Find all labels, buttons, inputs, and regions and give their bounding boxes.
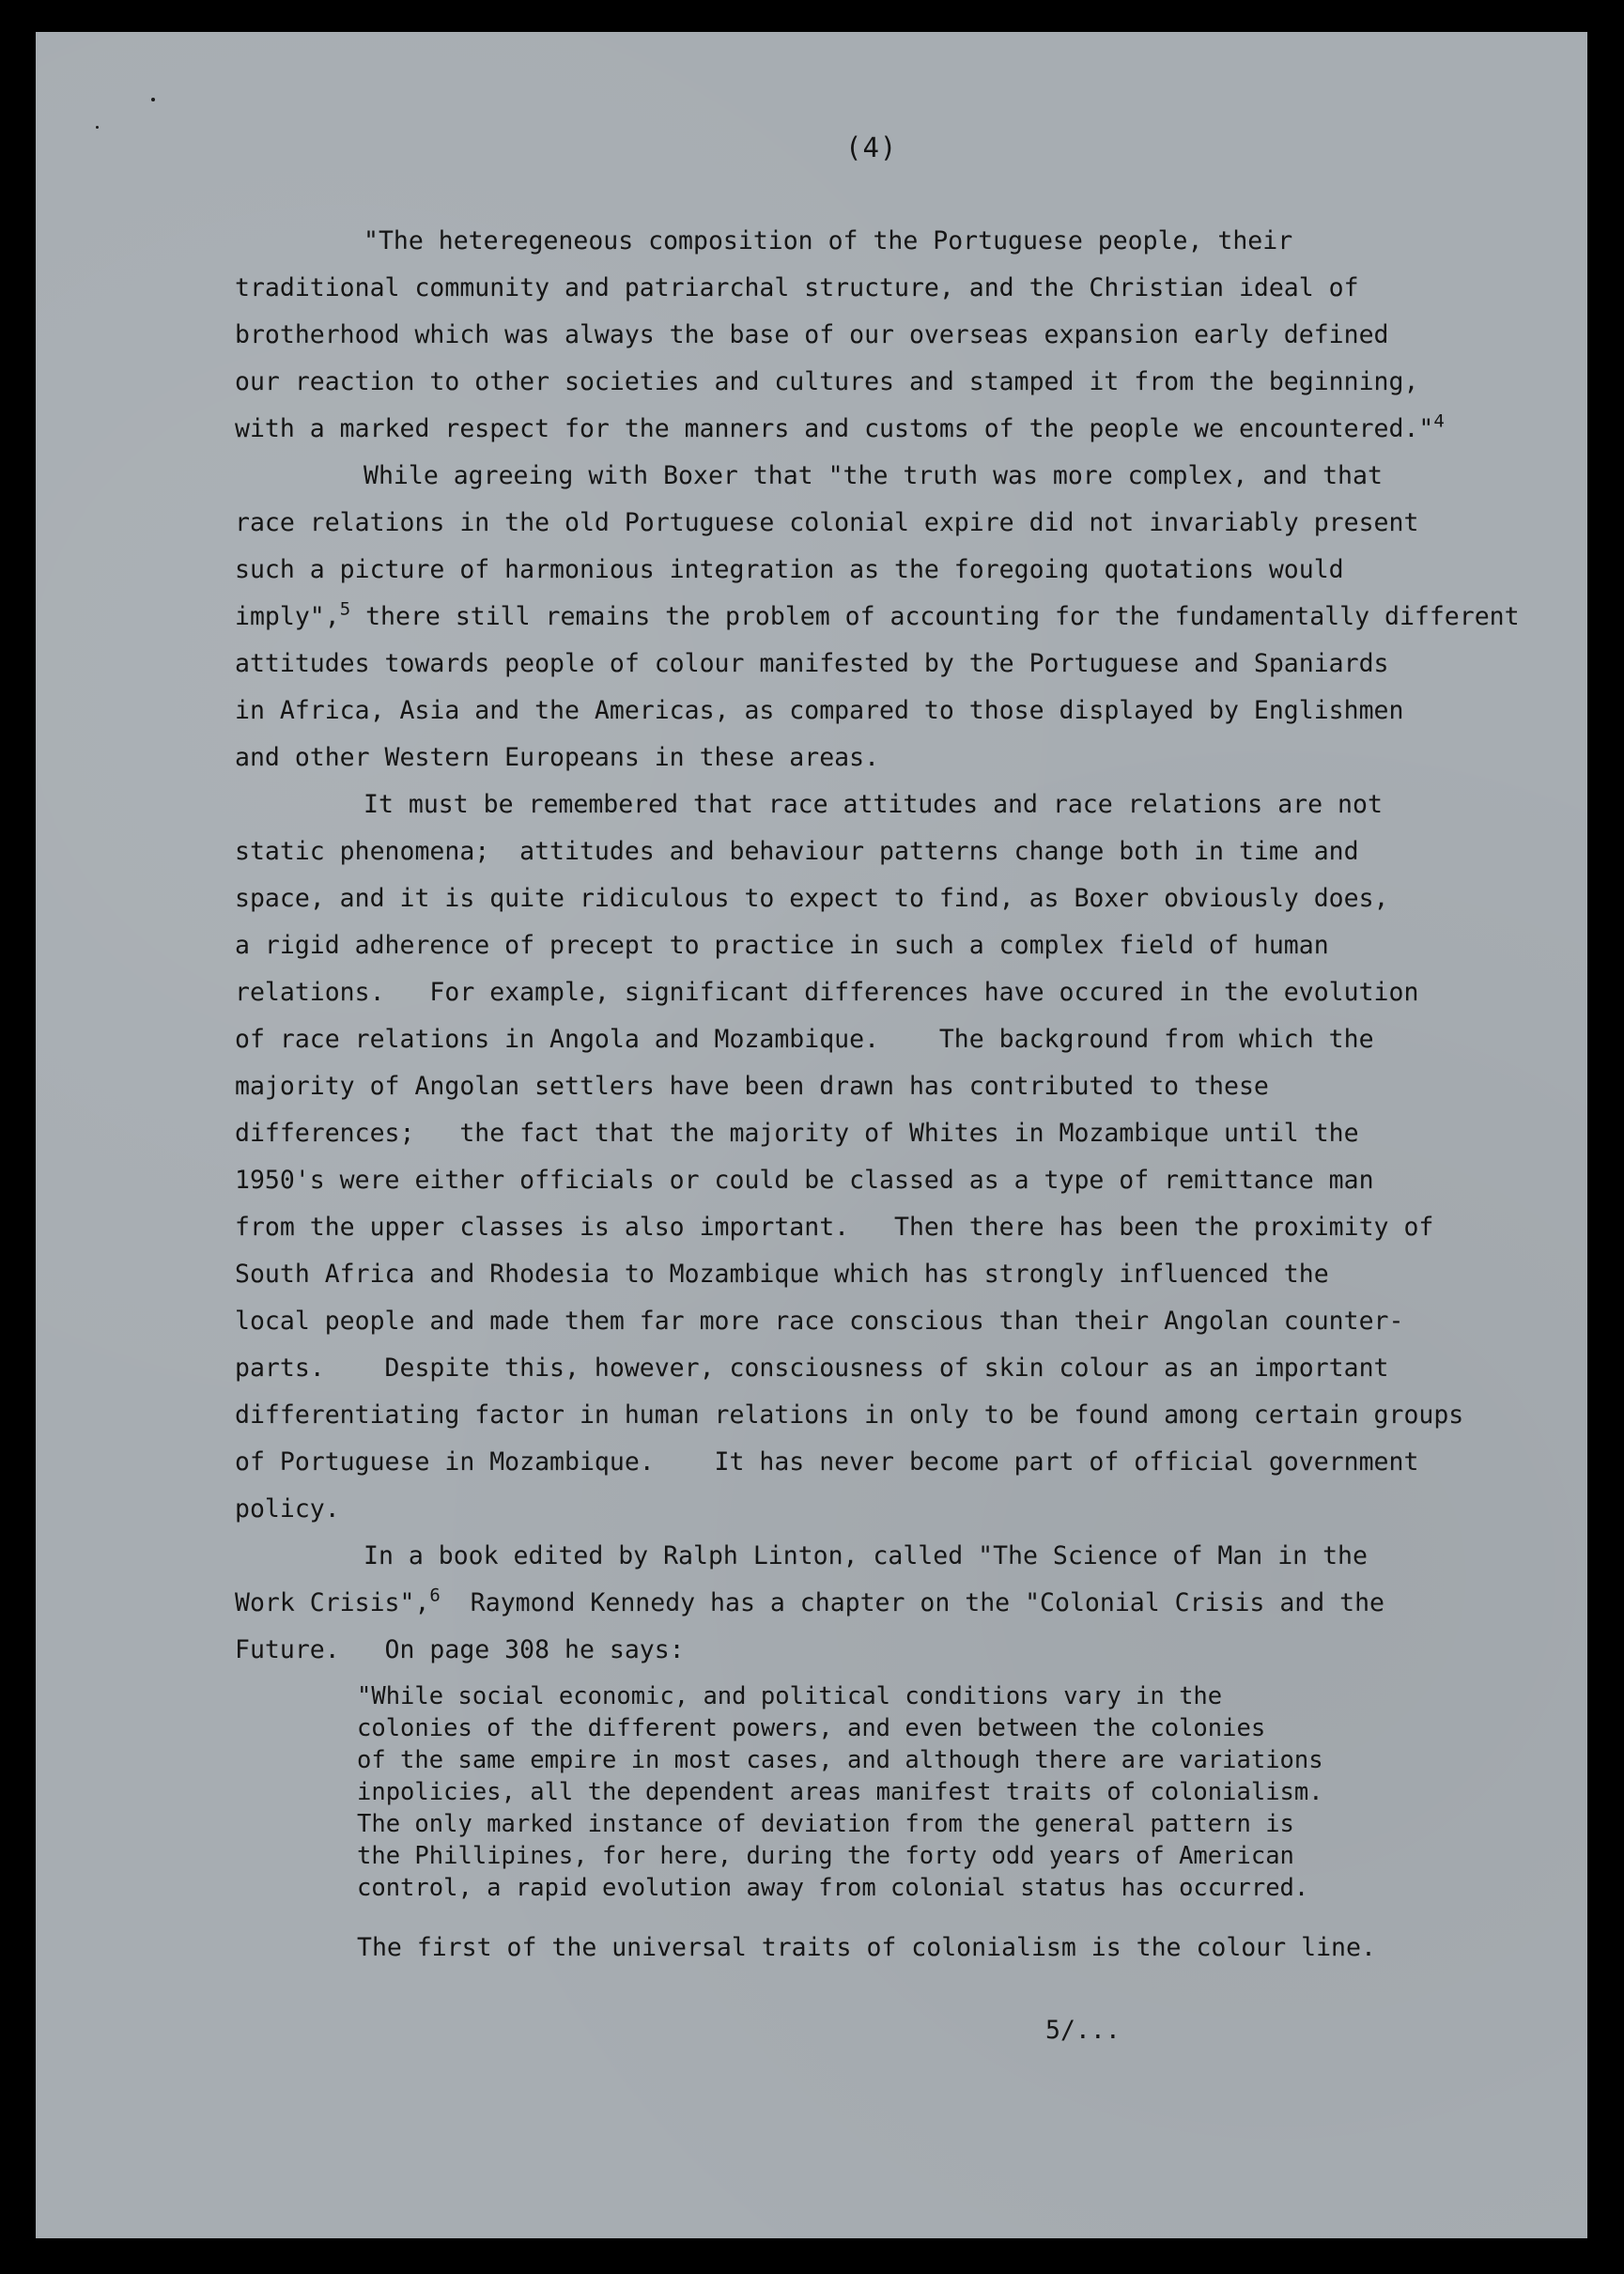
text-line: majority of Angolan settlers have been drawn has contributed to these [235, 1072, 1269, 1101]
block-quote-line: The only marked instance of deviation from the general pattern is [357, 1810, 1294, 1838]
text-line: in Africa, Asia and the Americas, as compared to those displayed by Englishmen [235, 696, 1404, 725]
text-line: local people and made them far more race conscious than their Angolan counter- [235, 1307, 1404, 1336]
text-line: race relations in the old Portuguese colonial expire did not invariably present [235, 508, 1419, 537]
footnote-ref-6: 6 [429, 1585, 441, 1606]
text-line: space, and it is quite ridiculous to expect to find, as Boxer obviously does, [235, 884, 1389, 913]
text-line: 1950's were either officials or could be classed as a type of remittance man [235, 1166, 1374, 1195]
block-quote-line: "While social economic, and political conditions vary in the [357, 1682, 1223, 1710]
text-line [235, 1585, 1384, 1617]
paper-speck [151, 98, 155, 101]
paper-speck [96, 126, 99, 129]
text-line: relations. For example, significant differences have occured in the evolution [235, 978, 1419, 1007]
block-quote-line: control, a rapid evolution away from colonial status has occurred. [357, 1874, 1309, 1902]
text-line: South Africa and Rhodesia to Mozambique which has strongly influenced the [235, 1260, 1329, 1289]
text-line: policy. [235, 1494, 340, 1524]
text-segment: Raymond Kennedy has a chapter on the "Colonial Crisis and the [440, 1588, 1384, 1617]
text-line: and other Western Europeans in these areas. [235, 743, 880, 772]
block-quote-line: colonies of the different powers, and even between the colonies [357, 1714, 1266, 1742]
text-line: of Portuguese in Mozambique. It has never become part of official government [235, 1447, 1419, 1477]
text-line: of race relations in Angola and Mozambique. The background from which the [235, 1025, 1374, 1054]
text-line: "The heteregeneous composition of the Portuguese people, their [363, 226, 1293, 255]
text-line: our reaction to other societies and cultures and stamped it from the beginning, [235, 367, 1419, 396]
text-line: Future. On page 308 he says: [235, 1635, 685, 1664]
block-quote-line: the Phillipines, for here, during the forty odd years of American [357, 1842, 1294, 1870]
text-line: a rigid adherence of precept to practice in such a complex field of human [235, 931, 1329, 960]
text-line [235, 598, 1520, 631]
block-quote-closing-line: The first of the universal traits of colonialism is the colour line. [357, 1933, 1376, 1962]
continuation-marker: 5/... [1045, 2016, 1121, 2045]
text-segment: there still remains the problem of accounting for the fundamentally different [350, 602, 1520, 631]
text-line: such a picture of harmonious integration as the foregoing quotations would [235, 555, 1344, 584]
text-line: differentiating factor in human relations in only to be found among certain groups [235, 1400, 1464, 1430]
text-segment: Work Crisis", [235, 1588, 430, 1617]
block-quote-line: of the same empire in most cases, and although there are variations [357, 1746, 1323, 1774]
footnote-ref-5: 5 [339, 598, 351, 620]
text-line: differences; the fact that the majority of Whites in Mozambique until the [235, 1119, 1359, 1148]
page-number: (4) [845, 131, 898, 163]
text-line: from the upper classes is also important. Then there has been the proximity of [235, 1213, 1434, 1242]
text-line: static phenomena; attitudes and behaviour patterns change both in time and [235, 837, 1359, 866]
text-line: In a book edited by Ralph Linton, called "The Science of Man in the [363, 1541, 1368, 1570]
text-line: traditional community and patriarchal structure, and the Christian ideal of [235, 273, 1359, 302]
text-line: attitudes towards people of colour manifested by the Portuguese and Spaniards [235, 649, 1389, 678]
text-line: parts. Despite this, however, consciousness of skin colour as an important [235, 1354, 1389, 1383]
text-line: brotherhood which was always the base of our overseas expansion early defined [235, 320, 1389, 349]
text-line: It must be remembered that race attitudes and race relations are not [363, 790, 1383, 819]
text-segment: with a marked respect for the manners and customs of the people we encountered." [235, 414, 1434, 443]
text-line [235, 410, 1445, 443]
text-line: While agreeing with Boxer that "the truth was more complex, and that [363, 461, 1383, 490]
block-quote-line: inpolicies, all the dependent areas manifest traits of colonialism. [357, 1778, 1323, 1806]
footnote-ref-4: 4 [1433, 410, 1445, 432]
text-segment: imply", [235, 602, 340, 631]
